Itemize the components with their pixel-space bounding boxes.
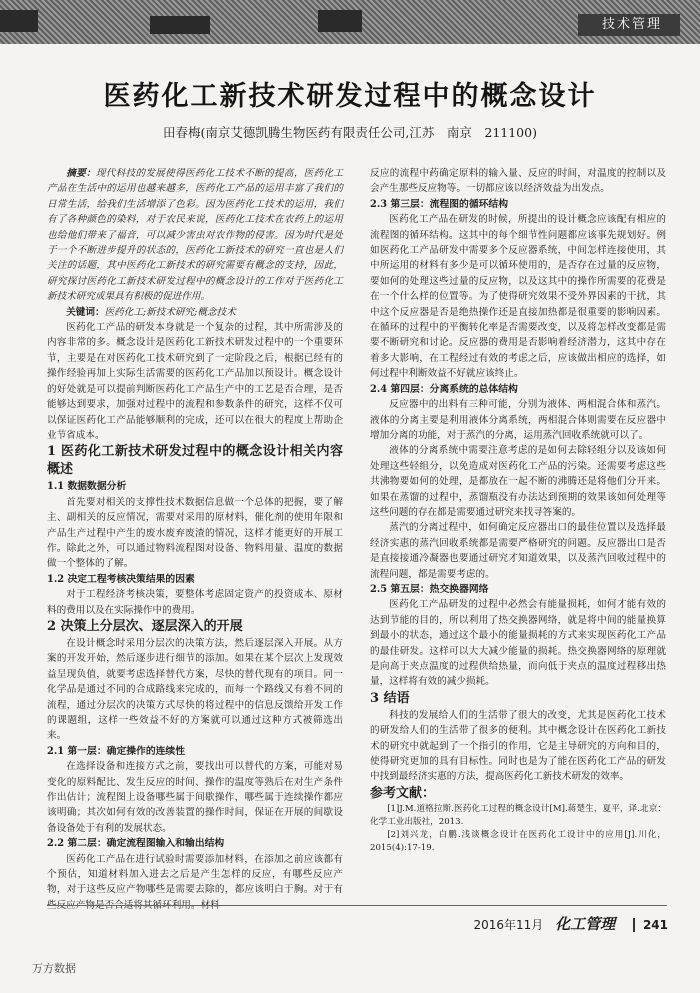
- paragraph: 医药化工产品在研发的时候，所提出的设计概念应该配有相应的流程图的循环结构。这其中的每个细节性问题都应该事先规划好。例如医药化工产品研发中需要多个反应器系统，中间怎样连接使用，其中所运用的材料有多少是可以循环使用的，是否存在过量的反应物，要如何的处理这些过量的反应物，以及这其中的操作所需要的花费是在一个什么样的位置等。为了使得研究效果不受外界因素的干扰，其中这个反应器是否是绝热操作还是直接加热都是很重要的影响因素。在循环的过程中的平衡转化率是否需要改变，以及将怎样改变都是需要不断研究和讨论。反应器的费用是否影响着经济潜力，这其中存在着多大影响，在工程经过有效的考虑之后，应该做出相应的选择，如何过程中利断效益不好就应该终止。: [370, 214, 666, 380]
- reference-item: [1]J.M.道格拉斯.医药化工过程的概念设计[M].蒋楚生，夏平，译.北京：化学工业出版社，2013.: [370, 803, 666, 827]
- subsection-heading: 2.2 第二层：确定流程图输入和输出结构: [47, 838, 225, 850]
- paragraph: 液体的分离系统中需要注意考虑的是如何去除轻组分以及该如何处理这些轻组分，以免造成对医药化工产品的污染。还需要考虑这些共沸物要如何的处理，是都放在一起不断的沸腾还是将他们分开来。如果在蒸馏的过程中，蒸馏瓶没有办法达到预期的效果该如何处理等这些问题的存在都是需要通过研究来找寻答案的。: [370, 445, 666, 518]
- reference-list: [370, 803, 666, 855]
- paragraph: 医药化工产品在进行试验时需要添加材料，在添加之前应该都有个预估，知道材料加入进去之后是产生怎样的反应，有哪些反应产物，对于这些反应产物哪些是需要去除的，都应该明白于胸。对于有些反应产物是否合适将其循环利用。材料: [47, 853, 343, 911]
- page-footer: [473, 914, 668, 934]
- keywords: [47, 305, 343, 320]
- author-line: 田春梅(南京艾德凯腾生物医药有限责任公司,江苏 南京 211100): [163, 125, 537, 140]
- banner-block: [150, 16, 210, 34]
- issue-date: 2016年11月: [473, 918, 544, 932]
- page-number: 241: [633, 918, 668, 932]
- section-heading: 3 结语: [370, 690, 410, 706]
- paragraph: 医药化工产品研发的过程中必然会有能量损耗，如何才能有效的达到节能的目的，所以利用了热交换器网络，就是将中间的能量换算到最小的状态，通过这个最小的能量损耗的方式来实现医药化工产品的最佳研发。这样可以大大减少能量的损耗。热交换器网络的原理就是向高于夹点温度的过程供给热量，而向低于夹点的温度过程移出热量，这样将有效的减少损耗。: [370, 599, 666, 688]
- subsection-heading: 2.4 第四层：分离系统的总体结构: [370, 383, 518, 395]
- subsection-heading: 1.2 决定工程考核决策结果的因素: [47, 573, 195, 585]
- paragraph: 对于工程经济考核决策，要整体考虑固定资产的投资成本、原材料的费用以及在实际操作中的费用。: [47, 589, 343, 616]
- paragraph: 在选择设备和连接方式之前，要找出可以替代的方案，可能对易变化的原料配比、发生反应的时间、操作的温度等熟后在对生产条件作出估计；流程图上设备哪些属于间歇操作，哪些属于连续操作都应该明确；其次如何有效的改善装置的操作时间，保证在开展的间歇设备设备处于有利的发展状态。: [47, 761, 343, 834]
- abstract: [47, 166, 343, 305]
- section-heading: 2 决策上分层次、逐层深入的开展: [47, 618, 243, 634]
- watermark: 万方数据: [32, 962, 76, 975]
- subsection-heading: 2.5 第五层：热交换器网络: [370, 583, 489, 595]
- section-tag: 技术管理: [578, 14, 680, 36]
- paragraph: 反应的流程中药确定原料的输入量、反应的时间，对温度的控制以及会产生那些反应物等。一切都应该以经济效益为出发点。: [370, 168, 666, 195]
- intro-paragraph: 医药化工产品的研发本身就是一个复杂的过程，其中所需涉及的内容非常的多。概念设计是医药化工新技术研发过程中的一个重要环节，主要是在对医药化工技术研究到了一定阶段之后，根据已经有的操作经验再加上实际生活需要的医药化工产品加以预设计。概念设计的好处就是可以提前判断医药化工产品生产中的工艺是否合理，是否能够达到要求，加强对过程中的流程和参数条件的研究，这样不仅可以保证医药化工产品能够顺利的完成，还可以在很大的程度上帮助企业节省成本。: [47, 322, 343, 441]
- subsection-heading: 2.1 第一层：确定操作的连续性: [47, 745, 186, 757]
- left-column: [47, 166, 343, 913]
- footer-divider: [47, 905, 667, 906]
- paragraph: 科技的发展给人们的生活带了很大的改变，尤其是医药化工技术的研发给人们的生活带了很多的便利。其中概念设计在医药化工新技术的研究中就起到了一个指引的作用，它是主导研究的方向和目的，使得研究更加的具有目标性。同时也是为了能在医药化工产品的研发中找到最经济实惠的方法，提高医药化工新技术研发的效率。: [370, 709, 666, 783]
- paragraph: 蒸汽的分离过程中，如何确定反应器出口的最佳位置以及选择最经济实惠的蒸汽回收系统都是需要严格研究的问题。反应器出口是否是直接接通冷凝器也要通过研究才知道效果，以及蒸汽回收过程中的流程问题，都是需要考虑的。: [370, 522, 666, 580]
- paragraph: 反应器中的出料有三种可能，分别为液体、两相混合体和蒸汽。液体的分离主要是利用液体分离系统，两相混合体则需要在反应器中增加分离的功能，对于蒸汽的分离，运用蒸汽回收系统就可以了。: [370, 399, 666, 441]
- banner-block: [0, 10, 38, 32]
- subsection-heading: 1.1 数据数据分析: [47, 481, 127, 493]
- paragraph: 在设计概念时采用分层次的决策方法，然后逐层深入开展。从方案的开发开始，然后逐步进行细节的添加。如果在某个层次上发现效益呈现负值，就要考虑选择替代方案，尽快的替代现有的项目。同一化学品是通过不同的合成路线来完成的，而每一个路线又有着不同的流程，通过分层次的决策方式尽快的将过程中的信息反馈给开发工作的课题组，这样一些效益不好的方案就可以通过这种方式被筛选出来。: [47, 637, 343, 742]
- references-heading: 参考文献：: [370, 785, 436, 801]
- abstract-text: 现代科技的发展使得医药化工技术不断的提高，医药化工产品在生活中的运用也越来越多，医药化工产品的运用丰富了我们的日常生活，给我们生活增添了色彩。因为医药化工技术的运用，我们有了各种颜色的染料，对于农民来说，医药化工技术在农药上的运用也给他们带来了福音，可以减少害虫对农作物的侵害。因为时代是处于一个不断进步提升的状态的，医药化工新技术的研究一直也是人们关注的话题，其中医药化工新技术的研究需要有概念的支持，因此，研究探讨医药化工新技术研发过程中的概念设计的工作对于医药化工新技术研究成果具有积极的促进作用。: [47, 168, 344, 303]
- reference-item: [2]刘兴龙，白鹏.浅谈概念设计在医药化工设计中的应用[J].川化，2015(4):17-19.: [370, 829, 666, 853]
- keywords-label: 关键词：: [66, 306, 105, 318]
- right-column: [370, 166, 666, 855]
- banner-block: [318, 10, 362, 32]
- keywords-text: 医药化工;新技术研究;概念技术: [104, 306, 236, 318]
- paragraph: 首先要对相关的支撑性技术数据信息做一个总体的把握，要了解主、副相关的反应情况，需要对采用的原材料，催化剂的使用年限和产品生产过程中产生的废水废弃废渣的情况，这样才能更好的开展工作。除此之外，可以通过物料流程图对设备、物料用量、温度的数据做一个整体的了解。: [47, 496, 343, 570]
- subsection-heading: 2.3 第三层：流程图的循环结构: [370, 198, 509, 210]
- section-heading: 1 医药化工新技术研发过程中的概念设计相关内容概述: [47, 444, 343, 478]
- magazine-name: 化工管理: [555, 915, 616, 933]
- abstract-label: 摘要：: [66, 168, 96, 179]
- article-title: 医药化工新技术研发过程中的概念设计: [103, 81, 597, 112]
